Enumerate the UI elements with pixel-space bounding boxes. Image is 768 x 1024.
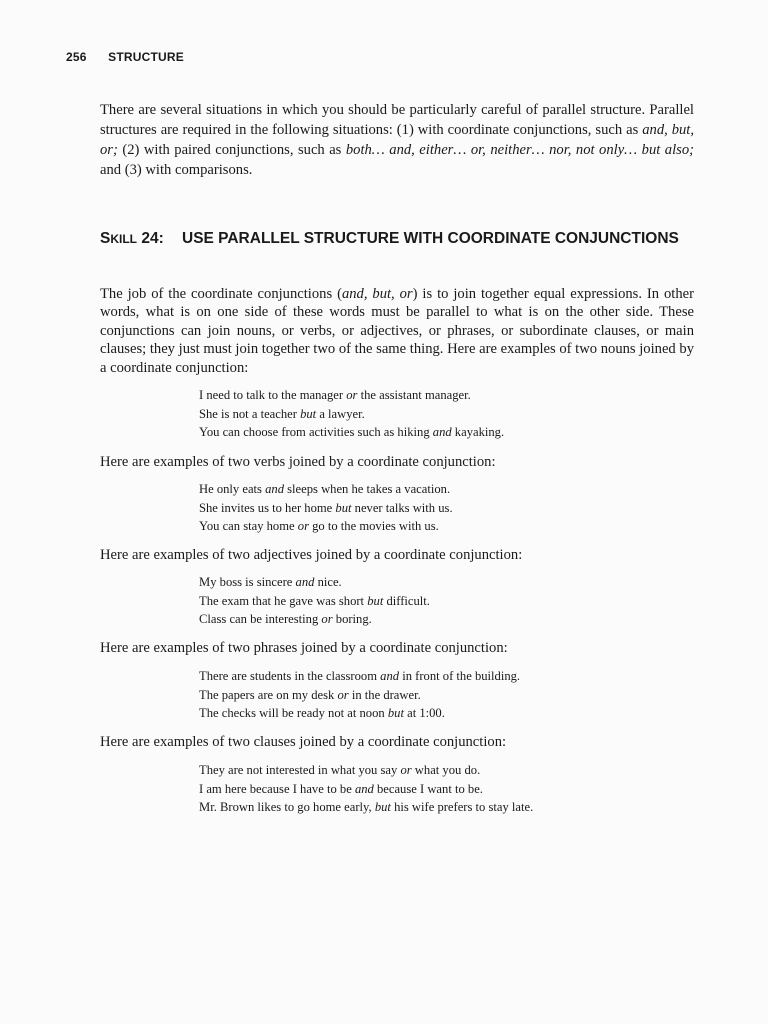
example-line: The checks will be ready not at noon but at 1:00. xyxy=(199,706,445,721)
conjunction: but xyxy=(367,593,384,608)
conjunction: and xyxy=(295,575,315,589)
example-line: Class can be interesting or boring. xyxy=(199,612,372,627)
example-line: The papers are on my desk or in the drawer. xyxy=(199,687,421,702)
conjunction: but xyxy=(335,500,352,515)
intro-text: There are several situations in which you should be particularly careful of parallel structure. Parallel structures are required in the following situations: (1) with coordinate conjunctions, such as xyxy=(100,102,694,138)
verb-examples xyxy=(199,480,679,536)
skill-title: USE PARALLEL STRUCTURE WITH COORDINATE CONJUNCTIONS xyxy=(182,230,679,247)
verbs-lead: Here are examples of two verbs joined by a coordinate conjunction: xyxy=(100,454,496,470)
skill-heading xyxy=(100,229,700,249)
skill-label xyxy=(100,229,182,249)
running-head xyxy=(66,50,184,64)
body-paragraph xyxy=(100,285,694,377)
example-line: There are students in the classroom and in front of the building. xyxy=(199,669,521,683)
para-text: ) is to join together equal expressions. In other words, what is on one side of these words must be parallel to what is on the other side. These conjunctions can join nouns, or verbs, or adjectives, or phrases, or subordinate clauses, or main clauses; they just must join together two of the same thing. Here are examples of two nouns joined by a coordinate conjunction: xyxy=(100,286,694,376)
adjectives-lead: Here are examples of two adjectives joined by a coordinate conjunction: xyxy=(100,547,523,563)
example-line: He only eats and sleeps when he takes a vacation. xyxy=(199,482,451,496)
example-line: You can choose from activities such as hiking and kayaking. xyxy=(199,425,505,440)
skill-number: 24: xyxy=(141,230,164,247)
adjective-examples xyxy=(199,573,679,629)
conjunction: or xyxy=(346,388,358,402)
intro-italic-coordinate: and, but, or; xyxy=(100,122,695,158)
clauses-lead: Here are examples of two clauses joined by a coordinate conjunction: xyxy=(100,734,507,750)
example-line: She invites us to her home but never talks with us. xyxy=(199,500,453,515)
para-text: The job of the coordinate conjunctions ( xyxy=(100,286,342,302)
conjunction: or xyxy=(321,612,333,627)
conjunction: or xyxy=(400,763,412,777)
skill-label-rest: KILL xyxy=(110,232,138,246)
example-line: My boss is sincere and nice. xyxy=(199,575,342,589)
conjunction: and xyxy=(265,482,284,496)
conjunction: or xyxy=(297,519,309,534)
example-line: They are not interested in what you say or what you do. xyxy=(199,763,481,777)
phrases-lead: Here are examples of two phrases joined by a coordinate conjunction: xyxy=(100,640,508,656)
conjunction: and xyxy=(432,425,452,440)
conjunction: and xyxy=(354,781,374,796)
example-line: I am here because I have to be and because I want to be. xyxy=(199,781,483,796)
section-title: STRUCTURE xyxy=(108,50,184,64)
intro-italic-paired: both… and, either… or, neither… nor, not only… but also; xyxy=(345,142,694,158)
intro-paragraph xyxy=(100,100,694,180)
conjunction: or xyxy=(337,687,349,702)
intro-text: and (3) with comparisons. xyxy=(100,162,253,178)
conjunction: but xyxy=(374,800,391,815)
conjunction: and xyxy=(380,669,400,683)
conjunction: but xyxy=(300,406,317,421)
clause-examples xyxy=(199,761,679,817)
noun-examples xyxy=(199,386,679,442)
intro-text: (2) with paired conjunctions, such as xyxy=(117,142,346,158)
conjunction: but xyxy=(387,706,404,721)
skill-label-cap: S xyxy=(100,230,111,247)
example-line: She is not a teacher but a lawyer. xyxy=(199,406,365,421)
example-line: I need to talk to the manager or the assistant manager. xyxy=(199,388,471,402)
example-line: The exam that he gave was short but difficult. xyxy=(199,593,430,608)
phrase-examples xyxy=(199,667,679,723)
example-line: You can stay home or go to the movies with us. xyxy=(199,519,439,534)
example-line: Mr. Brown likes to go home early, but his wife prefers to stay late. xyxy=(199,800,534,815)
para-italic-conjunctions: and, but, or xyxy=(341,286,413,302)
page-number: 256 xyxy=(66,50,87,64)
